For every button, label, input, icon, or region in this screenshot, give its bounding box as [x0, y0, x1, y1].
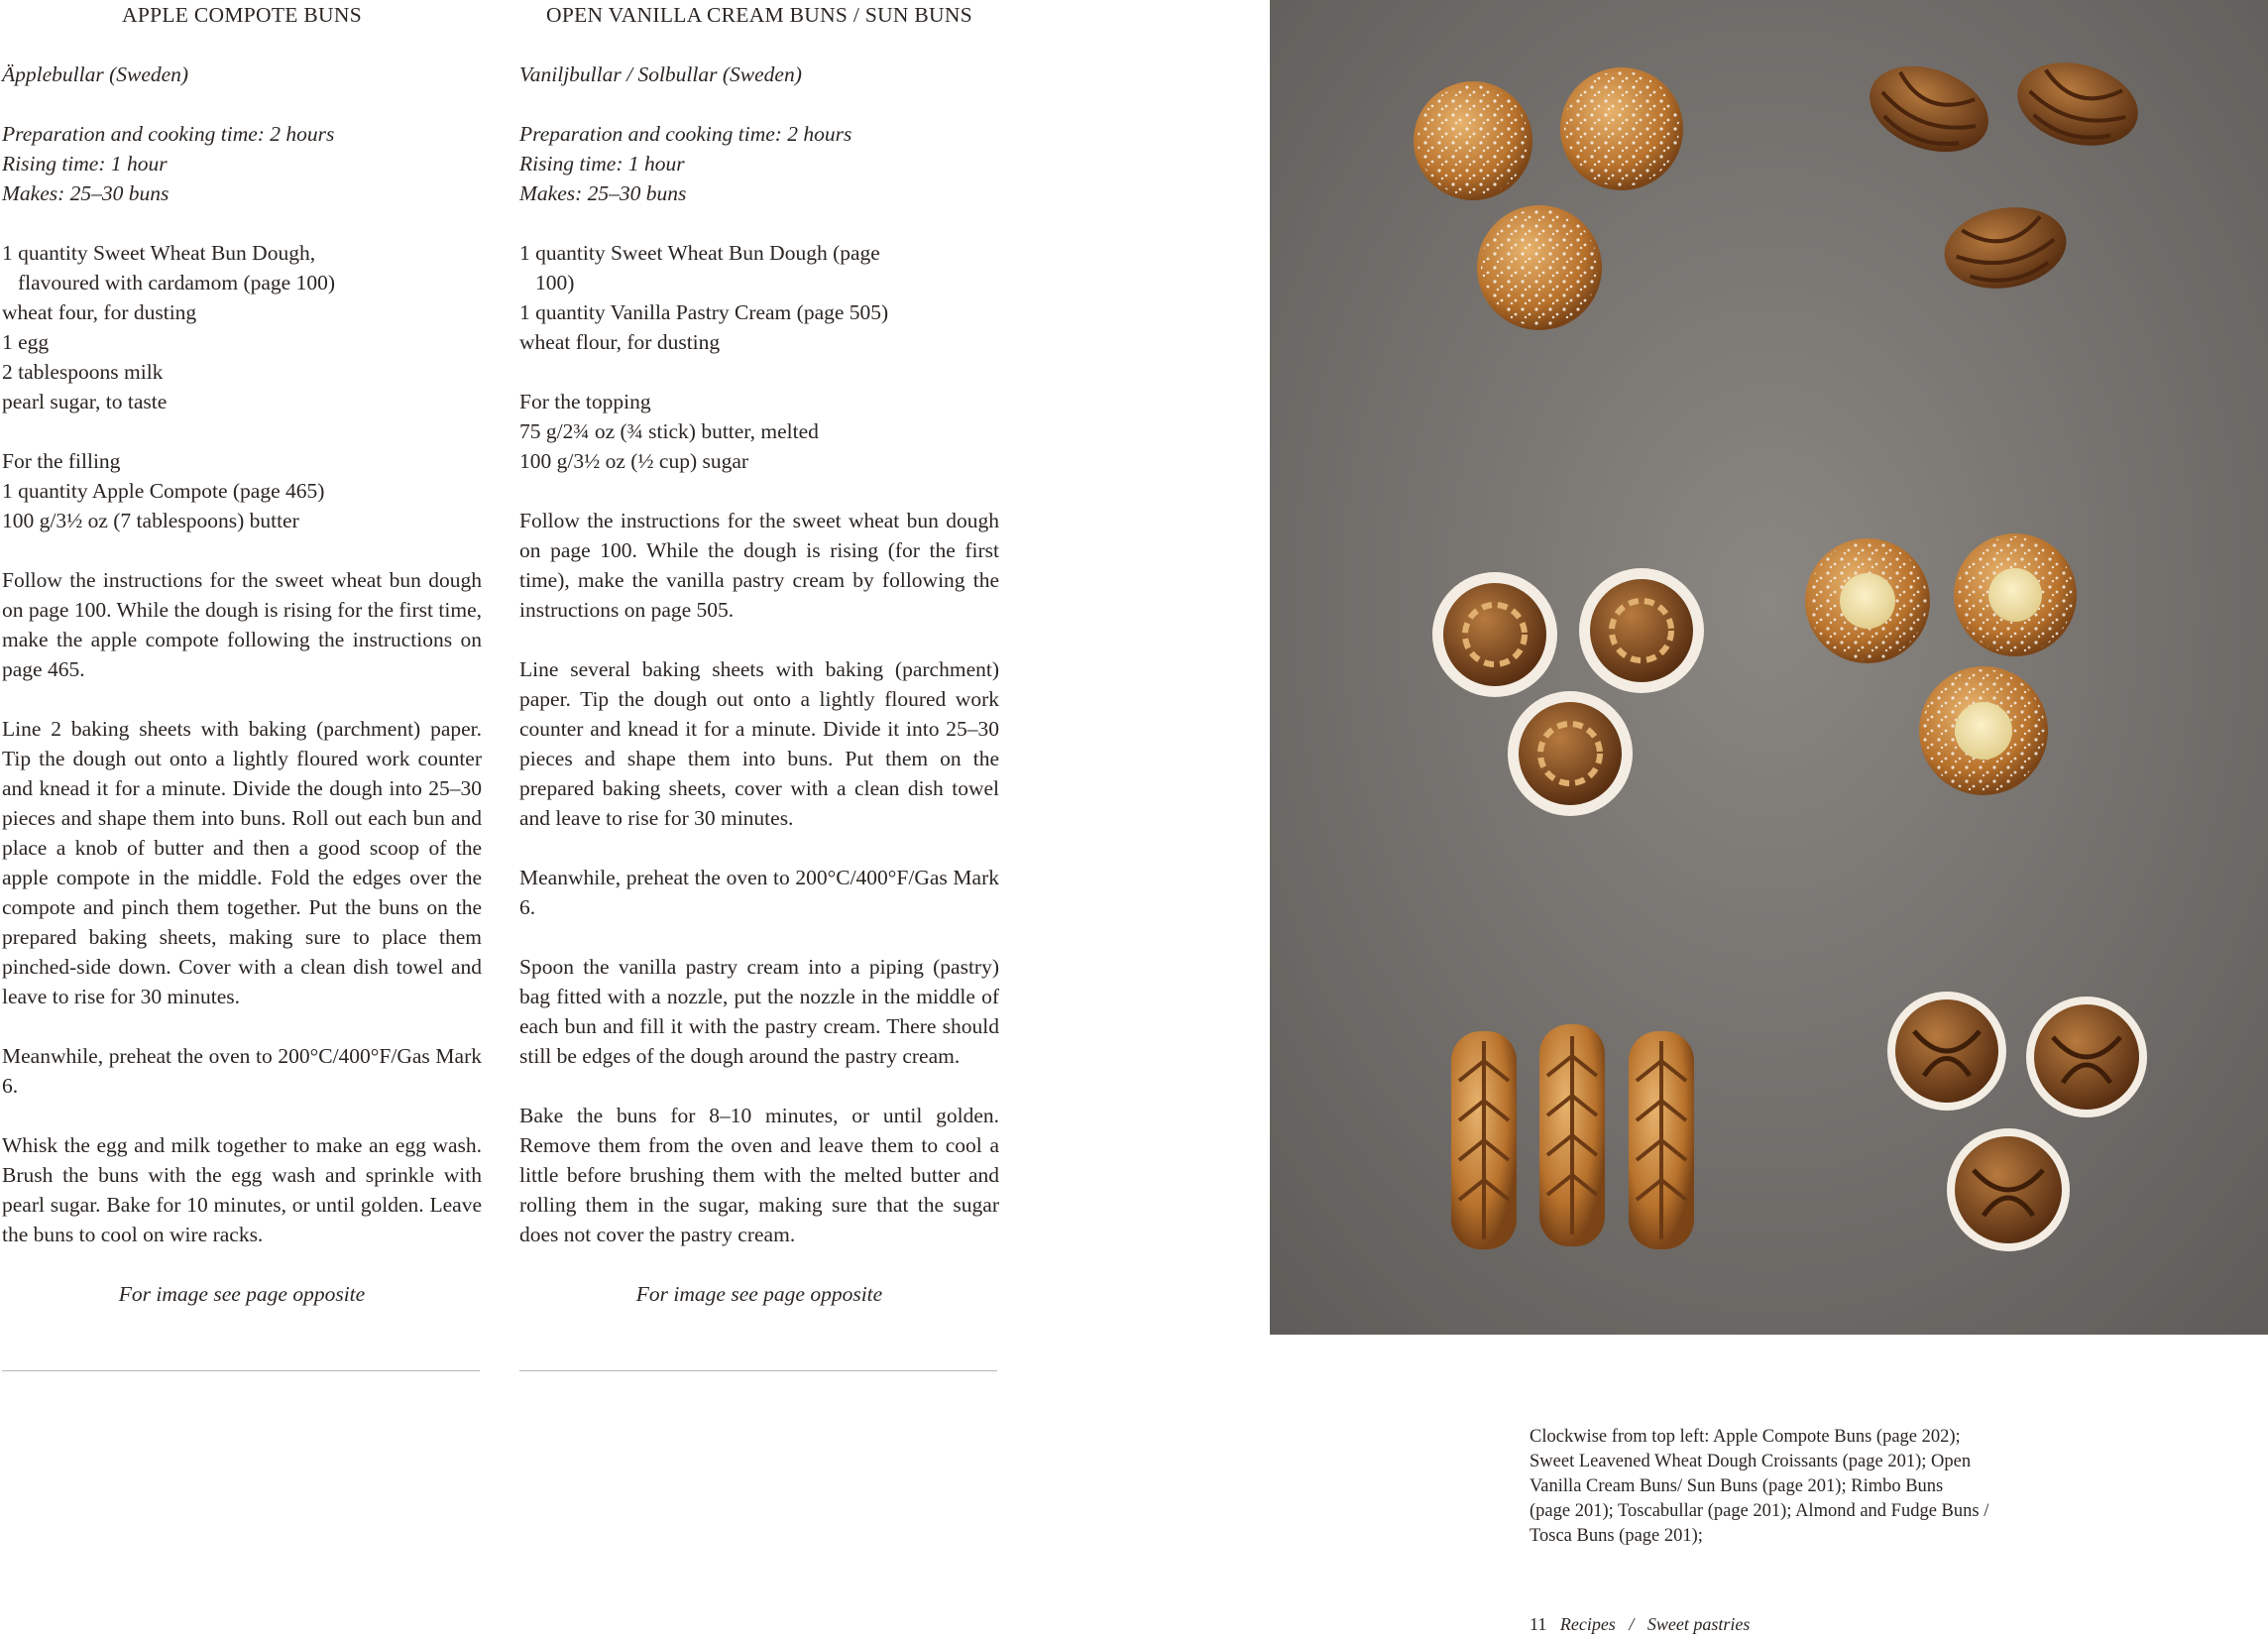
left-ingredient: 1 quantity Sweet Wheat Bun Dough,	[2, 241, 316, 265]
left-filling-heading: For the filling	[2, 449, 121, 473]
right-step: Meanwhile, preheat the oven to 200°C/400°F/Gas Mark 6.	[519, 866, 999, 919]
right-meta-line: Rising time: 1 hour	[519, 152, 685, 176]
left-step: Whisk the egg and milk together to make an egg wash. Brush the buns with the egg wash and sprinkle with pearl sugar. Bake for 10 minutes, or until golden. Leave the buns to cool on wire racks.	[2, 1133, 482, 1246]
right-see-image-note: For image see page opposite	[635, 1282, 883, 1306]
right-recipe-title: OPEN VANILLA CREAM BUNS / SUN BUNS	[546, 3, 972, 27]
left-filling-item: 100 g/3½ oz (7 tablespoons) butter	[2, 509, 299, 532]
right-step: Spoon the vanilla pastry cream into a piping (pastry) bag fitted with a nozzle, put the nozzle in the middle of each bun and fill it with the pastry cream. There should still be edges of the dough around the pastry cream.	[519, 955, 999, 1068]
right-step: Follow the instructions for the sweet wheat bun dough on page 100. While the dough is rising (for the first time), make the vanilla pastry cream by following the instructions on page 505.	[519, 509, 999, 622]
left-step: Line 2 baking sheets with baking (parchment) paper. Tip the dough out onto a lightly floured work counter and knead it for a minute. Divide the dough into 25–30 pieces and shape them into buns. Roll out each bun and place a knob of butter and then a good scoop of the apple compote in the middle. Fold the edges over the compote and pinch them together. Put the buns on the prepared baking sheets, making sure to place them pinched-side down. Cover with a clean dish towel and leave to rise for 30 minutes.	[2, 717, 482, 1008]
right-divider	[519, 1370, 997, 1371]
caption-line: Sweet Leavened Wheat Dough Croissants (page 201); Open	[1530, 1452, 1972, 1471]
left-meta-line: Rising time: 1 hour	[2, 152, 168, 176]
photo-caption	[1530, 1425, 2065, 1549]
left-ingredient: flavoured with cardamom (page 100)	[18, 271, 335, 294]
caption-line: Vanilla Cream Buns/ Sun Buns (page 201); Rimbo Buns	[1530, 1476, 1944, 1496]
left-recipe-column	[2, 0, 482, 1309]
left-divider	[2, 1370, 480, 1371]
left-ingredient: wheat four, for dusting	[2, 300, 197, 324]
right-meta-line: Preparation and cooking time: 2 hours	[519, 122, 852, 146]
right-recipe-subtitle: Vaniljbullar / Solbullar (Sweden)	[519, 62, 802, 86]
left-meta-line: Preparation and cooking time: 2 hours	[2, 122, 335, 146]
caption-line: Clockwise from top left: Apple Compote Buns (page 202);	[1530, 1427, 1961, 1447]
right-ingredient: 1 quantity Vanilla Pastry Cream (page 505)	[519, 300, 889, 324]
right-meta-line: Makes: 25–30 buns	[519, 181, 687, 205]
right-ingredient: 1 quantity Sweet Wheat Bun Dough (page	[519, 241, 880, 265]
left-recipe-subtitle: Äpplebullar (Sweden)	[2, 62, 189, 86]
toscabullar	[1451, 1024, 1694, 1249]
left-filling-item: 1 quantity Apple Compote (page 465)	[2, 479, 325, 503]
page-footer	[1530, 1613, 1750, 1635]
left-step: Follow the instructions for the sweet wheat bun dough on page 100. While the dough is rising for the first time, make the apple compote following the instructions on page 465.	[2, 568, 482, 681]
left-ingredient: 1 egg	[2, 330, 50, 354]
right-step: Line several baking sheets with baking (parchment) paper. Tip the dough out onto a lightly floured work counter and knead it for a minute. Divide it into 25–30 pieces and shape them into buns. Put them on the prepared baking sheets, cover with a clean dish towel and leave to rise for 30 minutes.	[519, 657, 999, 830]
left-recipe-title: APPLE COMPOTE BUNS	[122, 3, 362, 27]
cloth-background	[1270, 0, 2268, 1335]
caption-line: (page 201); Toscabullar (page 201); Almond and Fudge Buns /	[1530, 1501, 1989, 1521]
footer-section: Recipes	[1559, 1614, 1616, 1634]
right-ingredient: 100)	[535, 271, 575, 294]
left-ingredient: pearl sugar, to taste	[2, 390, 168, 413]
caption-line: Tosca Buns (page 201);	[1530, 1526, 1703, 1546]
pastries-photo	[1270, 0, 2268, 1335]
right-topping-item: 75 g/2¾ oz (¾ stick) butter, melted	[519, 419, 819, 443]
left-meta-line: Makes: 25–30 buns	[2, 181, 170, 205]
left-ingredient: 2 tablespoons milk	[2, 360, 164, 384]
left-see-image-note: For image see page opposite	[118, 1282, 366, 1306]
footer-separator: /	[1629, 1614, 1635, 1634]
right-recipe-column	[519, 0, 999, 1309]
left-step: Meanwhile, preheat the oven to 200°C/400°F/Gas Mark 6.	[2, 1044, 482, 1098]
page-number: 11	[1530, 1614, 1547, 1634]
right-topping-item: 100 g/3½ oz (½ cup) sugar	[519, 449, 749, 473]
footer-subsection: Sweet pastries	[1646, 1614, 1751, 1634]
right-step: Bake the buns for 8–10 minutes, or until golden. Remove them from the oven and leave them to cool a little before brushing them with the melted butter and rolling them in the sugar, making sure that the sugar does not cover the pastry cream.	[519, 1104, 999, 1246]
right-ingredient: wheat flour, for dusting	[519, 330, 721, 354]
right-topping-heading: For the topping	[519, 390, 651, 413]
